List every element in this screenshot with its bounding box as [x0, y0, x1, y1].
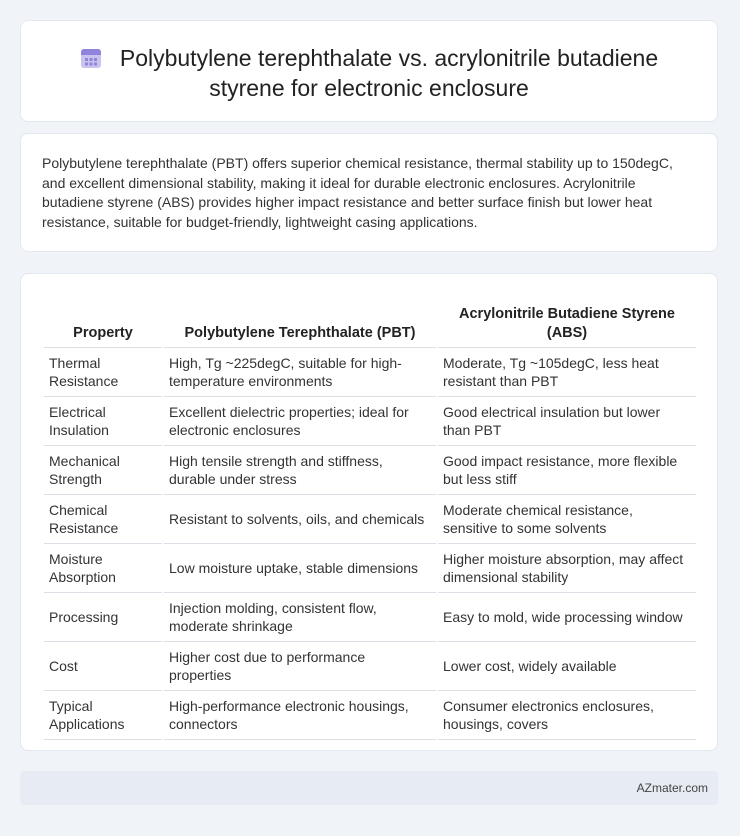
- header-property: Property: [44, 291, 162, 348]
- comparison-table: [42, 291, 698, 740]
- abs-cell: Lower cost, widely available: [438, 642, 696, 691]
- header-pbt: Polybutylene Terephthalate (PBT): [164, 291, 436, 348]
- table-row: [44, 642, 696, 691]
- table-header-row: [44, 291, 696, 348]
- footer-brand[interactable]: AZmater.com: [636, 781, 708, 795]
- property-cell: Electrical Insulation: [44, 397, 162, 446]
- table-row: [44, 446, 696, 495]
- pbt-cell: Excellent dielectric properties; ideal for electronic enclosures: [164, 397, 436, 446]
- title-line-1: Polybutylene terephthalate vs. acrylonitrile butadiene: [119, 45, 659, 71]
- comparison-table-card: [20, 273, 718, 751]
- abs-cell: Consumer electronics enclosures, housings, covers: [438, 691, 696, 740]
- table-row: [44, 691, 696, 740]
- pbt-cell: Low moisture uptake, stable dimensions: [164, 544, 436, 593]
- table-row: [44, 397, 696, 446]
- abs-cell: Good impact resistance, more flexible but less stiff: [438, 446, 696, 495]
- summary-card: [20, 133, 718, 252]
- pbt-cell: Resistant to solvents, oils, and chemicals: [164, 495, 436, 544]
- property-cell: Thermal Resistance: [44, 348, 162, 397]
- property-cell: Chemical Resistance: [44, 495, 162, 544]
- table-row: [44, 593, 696, 642]
- title-line-2: styrene for electronic enclosure: [209, 75, 529, 101]
- property-cell: Processing: [44, 593, 162, 642]
- pbt-cell: Injection molding, consistent flow, moderate shrinkage: [164, 593, 436, 642]
- abs-cell: Moderate chemical resistance, sensitive to some solvents: [438, 495, 696, 544]
- property-cell: Moisture Absorption: [44, 544, 162, 593]
- pbt-cell: High-performance electronic housings, connectors: [164, 691, 436, 740]
- table-row: [44, 348, 696, 397]
- property-cell: Typical Applications: [44, 691, 162, 740]
- calendar-icon: [80, 47, 102, 69]
- pbt-cell: Higher cost due to performance properties: [164, 642, 436, 691]
- pbt-cell: High, Tg ~225degC, suitable for high-temperature environments: [164, 348, 436, 397]
- abs-cell: Higher moisture absorption, may affect dimensional stability: [438, 544, 696, 593]
- abs-cell: Good electrical insulation but lower than PBT: [438, 397, 696, 446]
- property-cell: Mechanical Strength: [44, 446, 162, 495]
- abs-cell: Easy to mold, wide processing window: [438, 593, 696, 642]
- page-title: [21, 43, 717, 103]
- title-card: [20, 20, 718, 122]
- table-row: [44, 495, 696, 544]
- header-abs: Acrylonitrile Butadiene Styrene (ABS): [438, 291, 696, 348]
- footer-bar: [20, 771, 718, 805]
- abs-cell: Moderate, Tg ~105degC, less heat resistant than PBT: [438, 348, 696, 397]
- property-cell: Cost: [44, 642, 162, 691]
- table-row: [44, 544, 696, 593]
- pbt-cell: High tensile strength and stiffness, durable under stress: [164, 446, 436, 495]
- summary-text: Polybutylene terephthalate (PBT) offers superior chemical resistance, thermal stability up to 150degC, and excellent dimensional stability, making it ideal for durable electronic enclosures. Acrylonitrile butadiene styrene (ABS) provides higher impact resistance and better surface finish but lower heat resistance, suitable for budget-friendly, lightweight casing applications.: [42, 155, 673, 230]
